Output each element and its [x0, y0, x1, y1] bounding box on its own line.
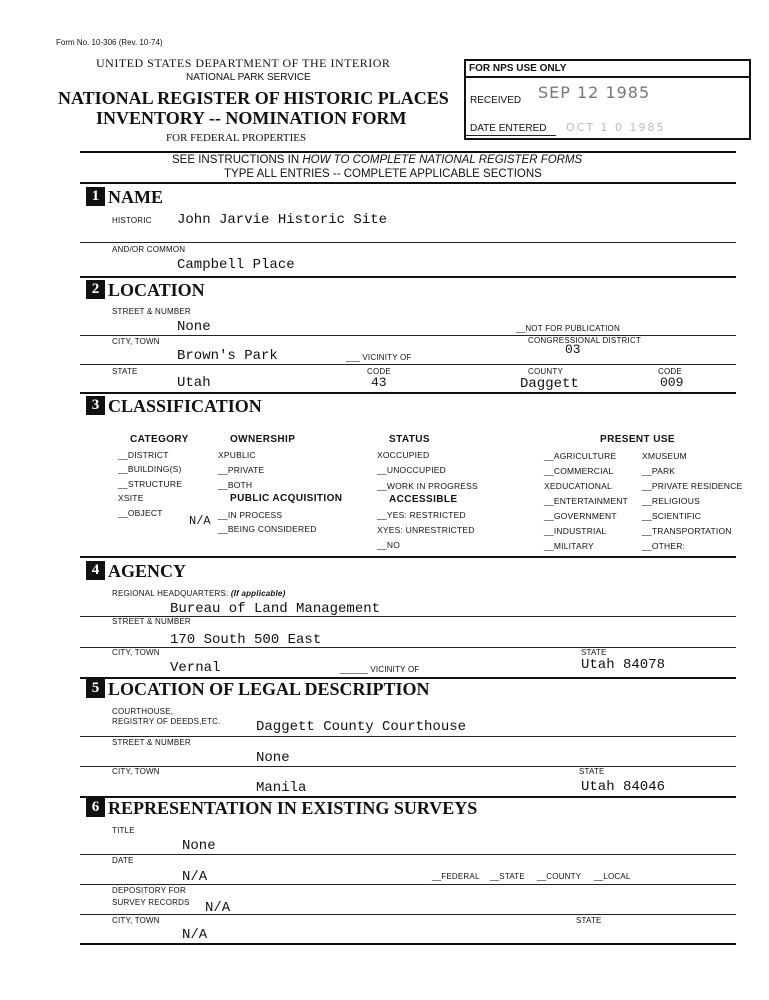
courthouse-label-2: REGISTRY OF DEEDS,ETC. [112, 717, 221, 726]
present-use-option[interactable]: __TRANSPORTATION [642, 526, 732, 536]
status-header: STATUS [389, 434, 430, 445]
public-acquisition-header: PUBLIC ACQUISITION [230, 493, 343, 504]
form-subtitle: FOR FEDERAL PROPERTIES [166, 132, 307, 144]
form-number: Form No. 10-306 (Rev. 10-74) [56, 38, 163, 47]
service-name: NATIONAL PARK SERVICE [186, 72, 311, 83]
agency-street-label: STREET & NUMBER [112, 617, 191, 626]
present-use-option[interactable]: __PARK [642, 466, 676, 476]
survey-level-option[interactable]: __LOCAL [594, 872, 631, 881]
county-label: COUNTY [528, 367, 563, 376]
present-use-option[interactable]: __GOVERNMENT [544, 511, 617, 521]
nps-box-title: FOR NPS USE ONLY [469, 63, 567, 74]
regional-hq-value: Bureau of Land Management [170, 601, 381, 617]
present-use-option[interactable]: __AGRICULTURE [544, 451, 617, 461]
instructions-line-1: SEE INSTRUCTIONS IN HOW TO COMPLETE NATIONAL REGISTER FORMS [172, 154, 583, 166]
survey-title-label: TITLE [112, 826, 135, 835]
present-use-option[interactable]: __MILITARY [544, 541, 594, 551]
county-value: Daggett [520, 376, 579, 392]
section-5-heading: 5 LOCATION OF LEGAL DESCRIPTION [86, 679, 430, 700]
depository-value: N/A [205, 900, 231, 916]
agency-street-value: 170 South 500 East [170, 632, 322, 648]
courthouse-value: Daggett County Courthouse [256, 719, 467, 735]
category-option[interactable]: __STRUCTURE [118, 479, 183, 489]
agency-city-label: CITY, TOWN [112, 648, 160, 657]
ownership-option[interactable]: XPUBLIC [218, 450, 256, 460]
survey-title-value: None [182, 838, 216, 854]
historic-label: HISTORIC [112, 216, 152, 225]
category-option[interactable]: __DISTRICT [118, 450, 169, 460]
survey-level-option[interactable]: __FEDERAL [432, 872, 480, 881]
acquisition-na-value: N/A [189, 514, 211, 528]
survey-level-option[interactable]: __COUNTY [537, 872, 582, 881]
legal-state-label: STATE [579, 767, 605, 776]
present-use-option[interactable]: __OTHER: [642, 541, 686, 551]
legal-street-value: None [256, 750, 290, 766]
date-entered-label: DATE ENTERED [470, 123, 547, 134]
present-use-option[interactable]: __INDUSTRIAL [544, 526, 607, 536]
accessible-header: ACCESSIBLE [389, 494, 458, 505]
nps-use-box [464, 59, 751, 140]
category-header: CATEGORY [130, 434, 189, 445]
city-label: CITY, TOWN [112, 337, 160, 346]
ownership-option[interactable]: __BOTH [218, 480, 253, 490]
status-option[interactable]: __WORK IN PROGRESS [377, 481, 478, 491]
agency-state-value: Utah 84078 [581, 657, 666, 673]
historic-name-value: John Jarvie Historic Site [177, 212, 388, 228]
legal-city-value: Manila [256, 780, 307, 796]
county-code-label: CODE [658, 367, 682, 376]
section-2-heading: 2 LOCATION [86, 280, 205, 301]
received-label: RECEIVED [470, 95, 522, 106]
present-use-header: PRESENT USE [600, 434, 675, 445]
not-for-publication: __NOT FOR PUBLICATION [516, 324, 620, 333]
street-value: None [177, 319, 211, 335]
agency-state-label: STATE [581, 648, 607, 657]
vicinity-label: ___ VICINITY OF [346, 353, 412, 362]
section-6-heading: 6 REPRESENTATION IN EXISTING SURVEYS [86, 798, 477, 819]
form-title-line-1: NATIONAL REGISTER OF HISTORIC PLACES [58, 88, 449, 108]
present-use-option[interactable]: __SCIENTIFIC [642, 511, 702, 521]
category-option[interactable]: XSITE [118, 493, 144, 503]
county-code-value: 009 [660, 375, 684, 390]
survey-city-value: N/A [182, 927, 208, 943]
state-value: Utah [177, 375, 211, 391]
survey-level-option[interactable]: __STATE [490, 872, 525, 881]
agency-city-value: Vernal [170, 660, 221, 676]
department-name: UNITED STATES DEPARTMENT OF THE INTERIOR [96, 56, 391, 70]
common-name-value: Campbell Place [177, 257, 295, 273]
ownership-option[interactable]: __PRIVATE [218, 465, 265, 475]
received-stamp: SEP 12 1985 [538, 83, 651, 102]
street-label: STREET & NUMBER [112, 307, 191, 316]
legal-state-value: Utah 84046 [581, 779, 666, 795]
present-use-option[interactable]: __RELIGIOUS [642, 496, 700, 506]
present-use-option[interactable]: __PRIVATE RESIDENCE [642, 481, 743, 491]
courthouse-label-1: COURTHOUSE, [112, 707, 174, 716]
ownership-header: OWNERSHIP [230, 434, 296, 445]
regional-hq-label: REGIONAL HEADQUARTERS: (If applicable) [112, 589, 286, 598]
instructions-line-2: TYPE ALL ENTRIES -- COMPLETE APPLICABLE SECTIONS [224, 168, 542, 180]
legal-city-label: CITY, TOWN [112, 767, 160, 776]
status-option[interactable]: __UNOCCUPIED [377, 465, 446, 475]
common-label: AND/OR COMMON [112, 245, 186, 254]
status-option[interactable]: XOCCUPIED [377, 450, 430, 460]
section-1-heading: 1 NAME [86, 187, 163, 208]
category-option[interactable]: __BUILDING(S) [118, 464, 182, 474]
legal-street-label: STREET & NUMBER [112, 738, 191, 747]
access-option[interactable]: __YES: RESTRICTED [377, 510, 466, 520]
form-title-line-2: INVENTORY -- NOMINATION FORM [96, 108, 407, 128]
depository-label-1: DEPOSITORY FOR [112, 886, 186, 895]
access-option[interactable]: XYES: UNRESTRICTED [377, 525, 475, 535]
present-use-option[interactable]: __ENTERTAINMENT [544, 496, 628, 506]
congressional-district-value: 03 [565, 342, 581, 357]
acquisition-option[interactable]: __BEING CONSIDERED [218, 524, 317, 534]
depository-label-2: SURVEY RECORDS [112, 898, 190, 907]
agency-vicinity-label: ______ VICINITY OF [340, 665, 420, 674]
congressional-district-label: CONGRESSIONAL DISTRICT [528, 336, 642, 345]
present-use-option[interactable]: XEDUCATIONAL [544, 481, 612, 491]
survey-state-label: STATE [576, 916, 602, 925]
section-3-heading: 3 CLASSIFICATION [86, 396, 262, 417]
survey-date-value: N/A [182, 869, 208, 885]
section-4-heading: 4 AGENCY [86, 561, 186, 582]
state-code-value: 43 [371, 375, 387, 390]
date-entered-stamp: OCT 1 0 1985 [566, 121, 666, 134]
state-code-label: CODE [367, 367, 391, 376]
city-value: Brown's Park [177, 348, 278, 364]
survey-date-label: DATE [112, 856, 134, 865]
access-option[interactable]: __NO [377, 540, 401, 550]
category-option[interactable]: __OBJECT [118, 508, 163, 518]
present-use-option[interactable]: __COMMERCIAL [544, 466, 614, 476]
present-use-option[interactable]: XMUSEUM [642, 451, 687, 461]
survey-city-label: CITY, TOWN [112, 916, 160, 925]
state-label: STATE [112, 367, 138, 376]
acquisition-option[interactable]: __IN PROCESS [218, 510, 283, 520]
